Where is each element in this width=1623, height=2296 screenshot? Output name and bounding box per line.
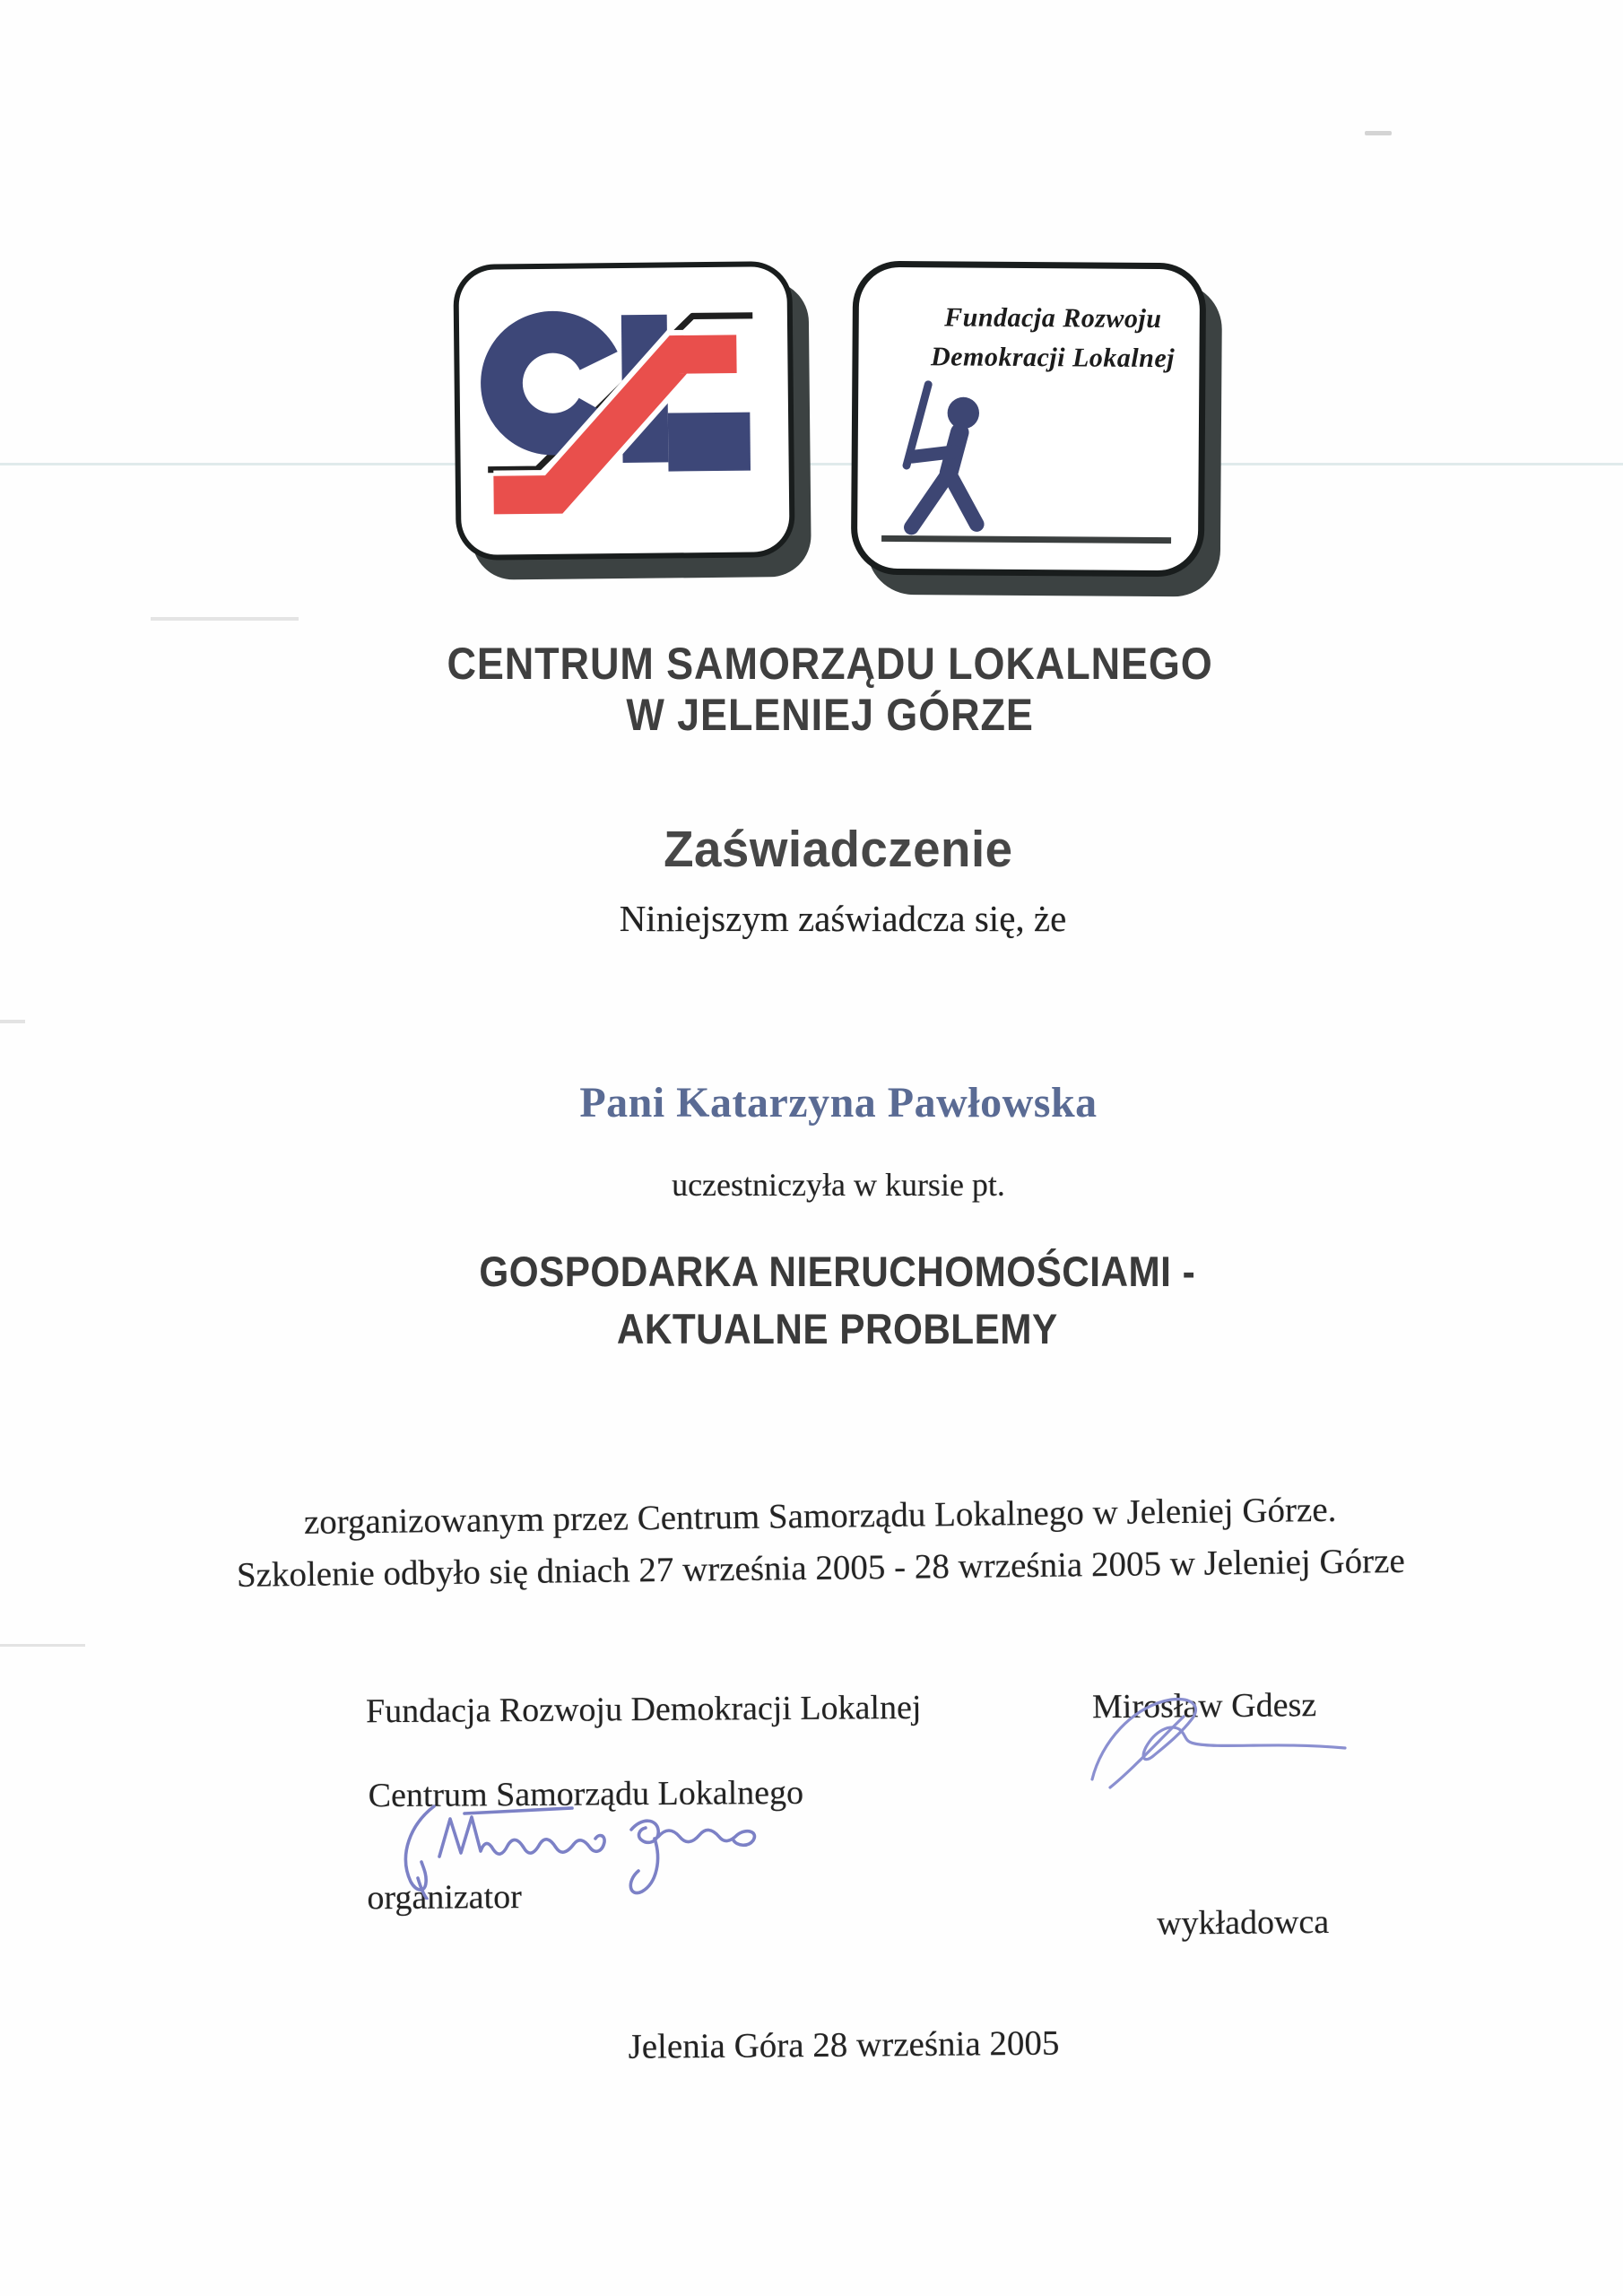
organizer-signature-block [365, 1688, 940, 1918]
course-title-line1: GOSPODARKA NIERUCHOMOŚCIAMI - [479, 1248, 1196, 1295]
frdl-logo-text [924, 298, 1183, 378]
intro-line: Niniejszym zaświadcza się, że [619, 898, 1067, 939]
scan-artifact-line [151, 617, 299, 621]
course-details-line2: Szkolenie odbyło się dniach 27 września 2005 - 28 września 2005 w Jeleniej Górze [236, 1541, 1405, 1595]
frdl-logo-text-line1: Fundacja Rozwoju [944, 302, 1162, 335]
lecturer-signature [1083, 1693, 1352, 1792]
course-title-line2: AKTUALNE PROBLEMY [617, 1305, 1058, 1352]
organizer-signature [387, 1799, 782, 1900]
csl-monogram-graphic [458, 266, 789, 555]
recipient-name: Pani Katarzyna Pawłowska [579, 1079, 1098, 1126]
course-details-line1: zorganizowanym przez Centrum Samorządu Lokalnego w Jeleniej Górze. [303, 1490, 1337, 1542]
course-title [0, 1243, 1623, 1358]
document-title: Zaświadczenie [664, 821, 1013, 878]
course-details [0, 1481, 1623, 1605]
organizer-org-line2: Centrum Samorządu Lokalnego [368, 1773, 804, 1815]
place-and-date: Jelenia Góra 28 września 2005 [628, 2023, 1060, 2066]
issuer-header [0, 639, 1623, 741]
frdl-logo-text-line2: Demokracji Lokalnej [930, 342, 1176, 374]
scan-artifact-speck [1365, 131, 1392, 135]
organizer-org-line1: Fundacja Rozwoju Demokracji Lokalnej [365, 1688, 922, 1731]
lecturer-role-label: wykładowca [1156, 1903, 1330, 1943]
lecturer-name: Mirosław Gdesz [1091, 1686, 1317, 1726]
organizer-role-label: organizator [367, 1878, 522, 1918]
issuer-name-line1: CENTRUM SAMORZĄDU LOKALNEGO [447, 639, 1214, 689]
participation-line: uczestniczyła w kursie pt. [672, 1167, 1005, 1203]
issuer-name-line2: W JELENIEJ GÓRZE [626, 690, 1035, 740]
frdl-logo [851, 261, 1206, 578]
walking-person-icon [871, 378, 1021, 548]
csl-logo [453, 261, 794, 561]
scan-artifact-line [0, 1644, 85, 1647]
scan-artifact-line [0, 1020, 25, 1023]
scan-artifact-line [0, 463, 1623, 465]
